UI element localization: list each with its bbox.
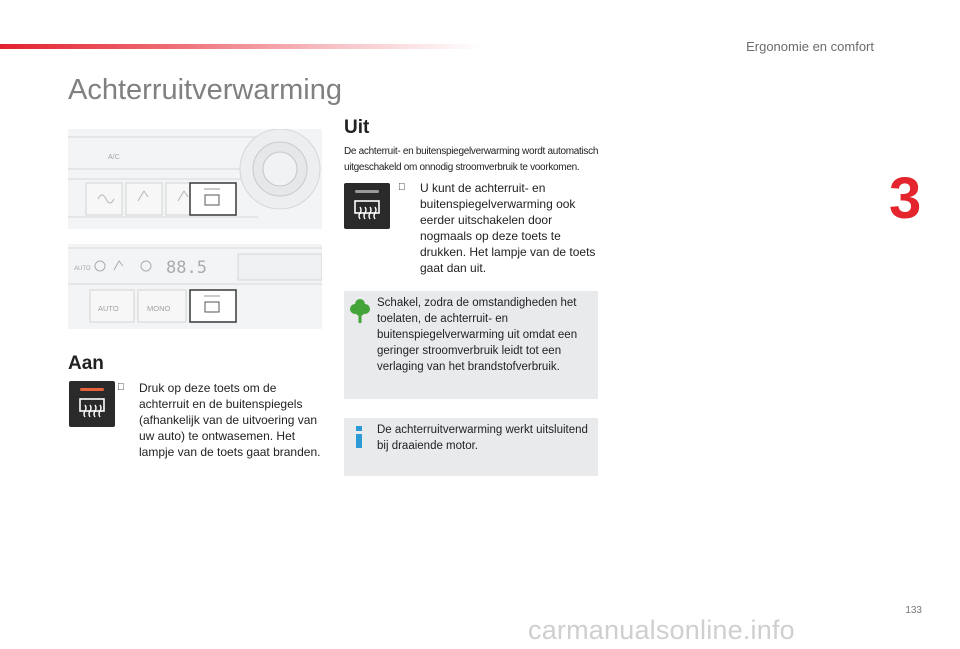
led-off-indicator	[355, 190, 379, 193]
bullet-icon	[398, 180, 406, 196]
small-auto-label: AUTO	[74, 266, 91, 272]
watermark: carmanualsonline.info	[528, 615, 795, 645]
section-header: Ergonomie en comfort	[746, 39, 874, 54]
aan-text: Druk op deze toets om de achterruit en de buitenspiegels (afhankelijk van de uitvoering van uw auto) te ontwasemen. Het lampje van de toets gaat branden.	[139, 381, 321, 459]
info-note-box	[344, 418, 598, 476]
aan-title: Aan	[68, 353, 104, 374]
rear-defrost-icon	[354, 200, 380, 220]
chapter-number: 3	[889, 166, 922, 231]
climate-panel-manual-illustration	[68, 129, 322, 229]
auto-button-label: AUTO	[98, 304, 119, 313]
uit-title: Uit	[344, 117, 370, 138]
defrost-button-off-icon	[344, 183, 390, 229]
tree-icon	[350, 298, 370, 324]
mono-button-label: MONO	[147, 304, 171, 313]
bullet-icon	[117, 380, 125, 396]
climate-panel-auto-illustration	[68, 244, 322, 329]
top-accent-bar	[0, 44, 480, 49]
eco-note-text: Schakel, zodra de omstandigheden het toelaten, de achterruit- en buitenspiegelverwarming uit omdat een geringer stroomverbruik leidt tot een verlaging van het brandstofverbruik.	[377, 297, 578, 373]
defrost-button-on-icon	[69, 381, 115, 427]
aan-instruction	[139, 380, 329, 460]
eco-note-box	[344, 291, 598, 399]
info-note-text: De achterruitverwarming werkt uitsluitend bij draaiende motor.	[377, 424, 588, 452]
page-number: 133	[905, 605, 922, 616]
rear-defrost-icon	[79, 398, 105, 418]
uit-instruction	[420, 180, 600, 276]
info-icon	[353, 426, 365, 448]
uit-text: U kunt de achterruit- en buitenspiegelverwarming ook eerder uitschakelen door nogmaals op deze toets te drukken. Het lampje van de toets gaat dan uit.	[420, 181, 596, 275]
defrost-button-highlight	[190, 183, 236, 215]
ac-label: A/C	[108, 154, 120, 161]
temperature-display: 88.5	[166, 258, 207, 278]
led-on-indicator	[80, 388, 104, 391]
page-title: Achterruitverwarming	[68, 74, 342, 106]
uit-intro: De achterruit- en buitenspiegelverwarming wordt automatisch uitgeschakeld om onnodig stroomverbruik te voorkomen.	[344, 146, 599, 173]
defrost-button-highlight-auto	[190, 290, 236, 322]
